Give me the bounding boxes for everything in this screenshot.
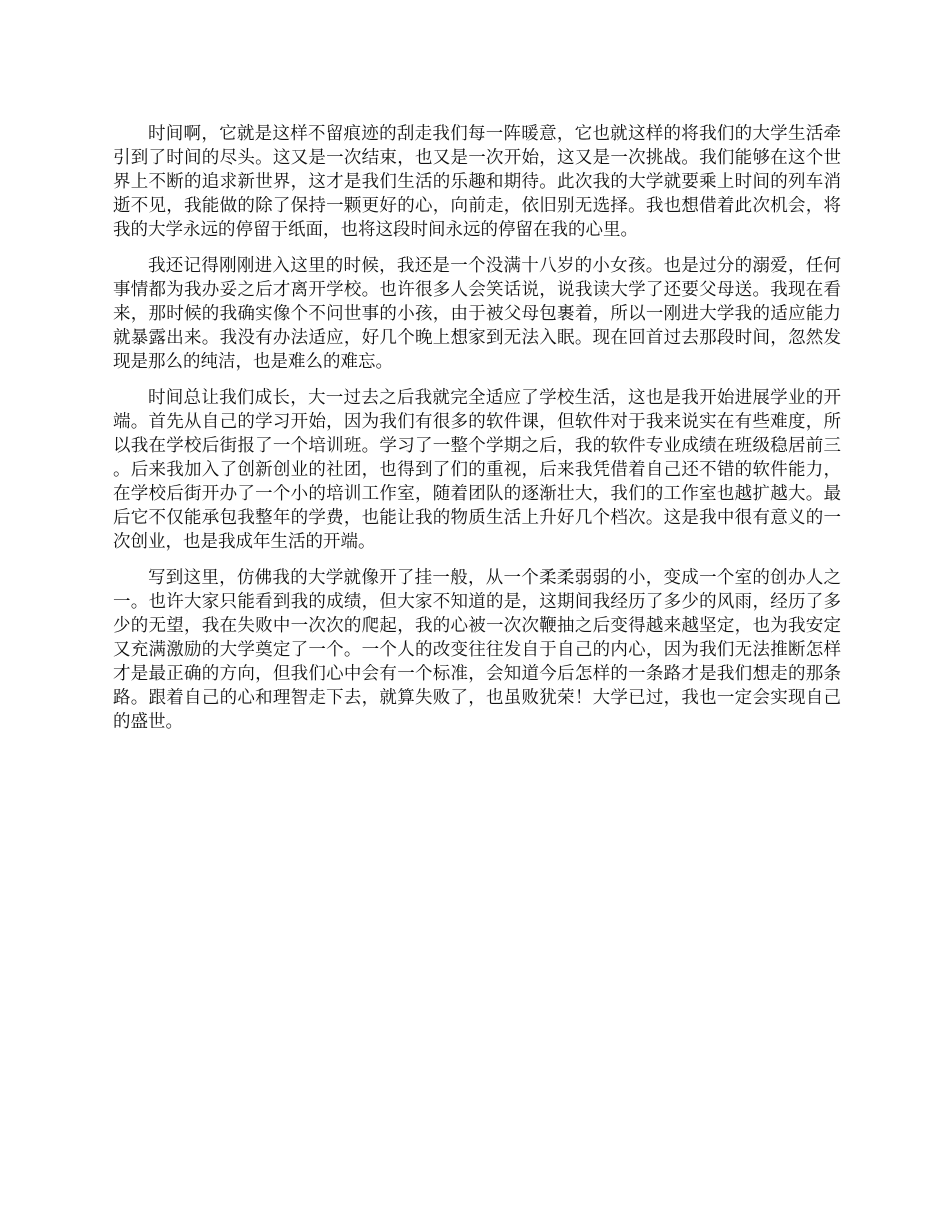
paragraph-1: 时间啊，它就是这样不留痕迹的刮走我们每一阵暖意，它也就这样的将我们的大学生活牵引到了时间的尽头。这又是一次结束，也又是一次开始，这又是一次挑战。我们能够在这个世界上不断的追求新世界，这才是我们生活的乐趣和期待。此次我的大学就要乘上时间的列车消逝不见，我能做的除了保持一颗更好的心，向前走，依旧别无选择。我也想借着此次机会，将我的大学永远的停留于纸面，也将这段时间永远的停留在我的心里。 (113, 124, 841, 240)
document-body (113, 122, 841, 746)
paragraph-3: 时间总让我们成长，大一过去之后我就完全适应了学校生活，这也是我开始进展学业的开端。首先从自己的学习开始，因为我们有很多的软件课，但软件对于我来说实在有些难度，所以我在学校后街报了一个培训班。学习了一整个学期之后，我的软件专业成绩在班级稳居前三。后来我加入了创新创业的社团，也得到了们的重视，后来我凭借着自己还不错的软件能力，在学校后街开办了一个小的培训工作室，随着团队的逐渐壮大，我们的工作室也越扩越大。最后它不仅能承包我整年的学费，也能让我的物质生活上升好几个档次。这是我中很有意义的一次创业，也是我成年生活的开端。 (113, 388, 841, 552)
paragraph-2: 我还记得刚刚进入这里的时候，我还是一个没满十八岁的小女孩。也是过分的溺爱，任何事情都为我办妥之后才离开学校。也许很多人会笑话说，说我读大学了还要父母送。我现在看来，那时候的我确实像个不问世事的小孩，由于被父母包裹着，所以一刚进大学我的适应能力就暴露出来。我没有办法适应，好几个晚上想家到无法入眠。现在回首过去那段时间，忽然发现是那么的纯洁，也是难么的难忘。 (113, 256, 841, 372)
paragraph-4: 写到这里，仿佛我的大学就像开了挂一般，从一个柔柔弱弱的小，变成一个室的创办人之一。也许大家只能看到我的成绩，但大家不知道的是，这期间我经历了多少的风雨，经历了多少的无望，我在失败中一次次的爬起，我的心被一次次鞭抽之后变得越来越坚定，也为我安定又充满激励的大学奠定了一个。一个人的改变往往发自于自己的内心，因为我们无法推断怎样才是最正确的方向，但我们心中会有一个标准，会知道今后怎样的一条路才是我们想走的那条路。跟着自己的心和理智走下去，就算失败了，也虽败犹荣！大学已过，我也一定会实现自己的盛世。 (113, 568, 841, 732)
